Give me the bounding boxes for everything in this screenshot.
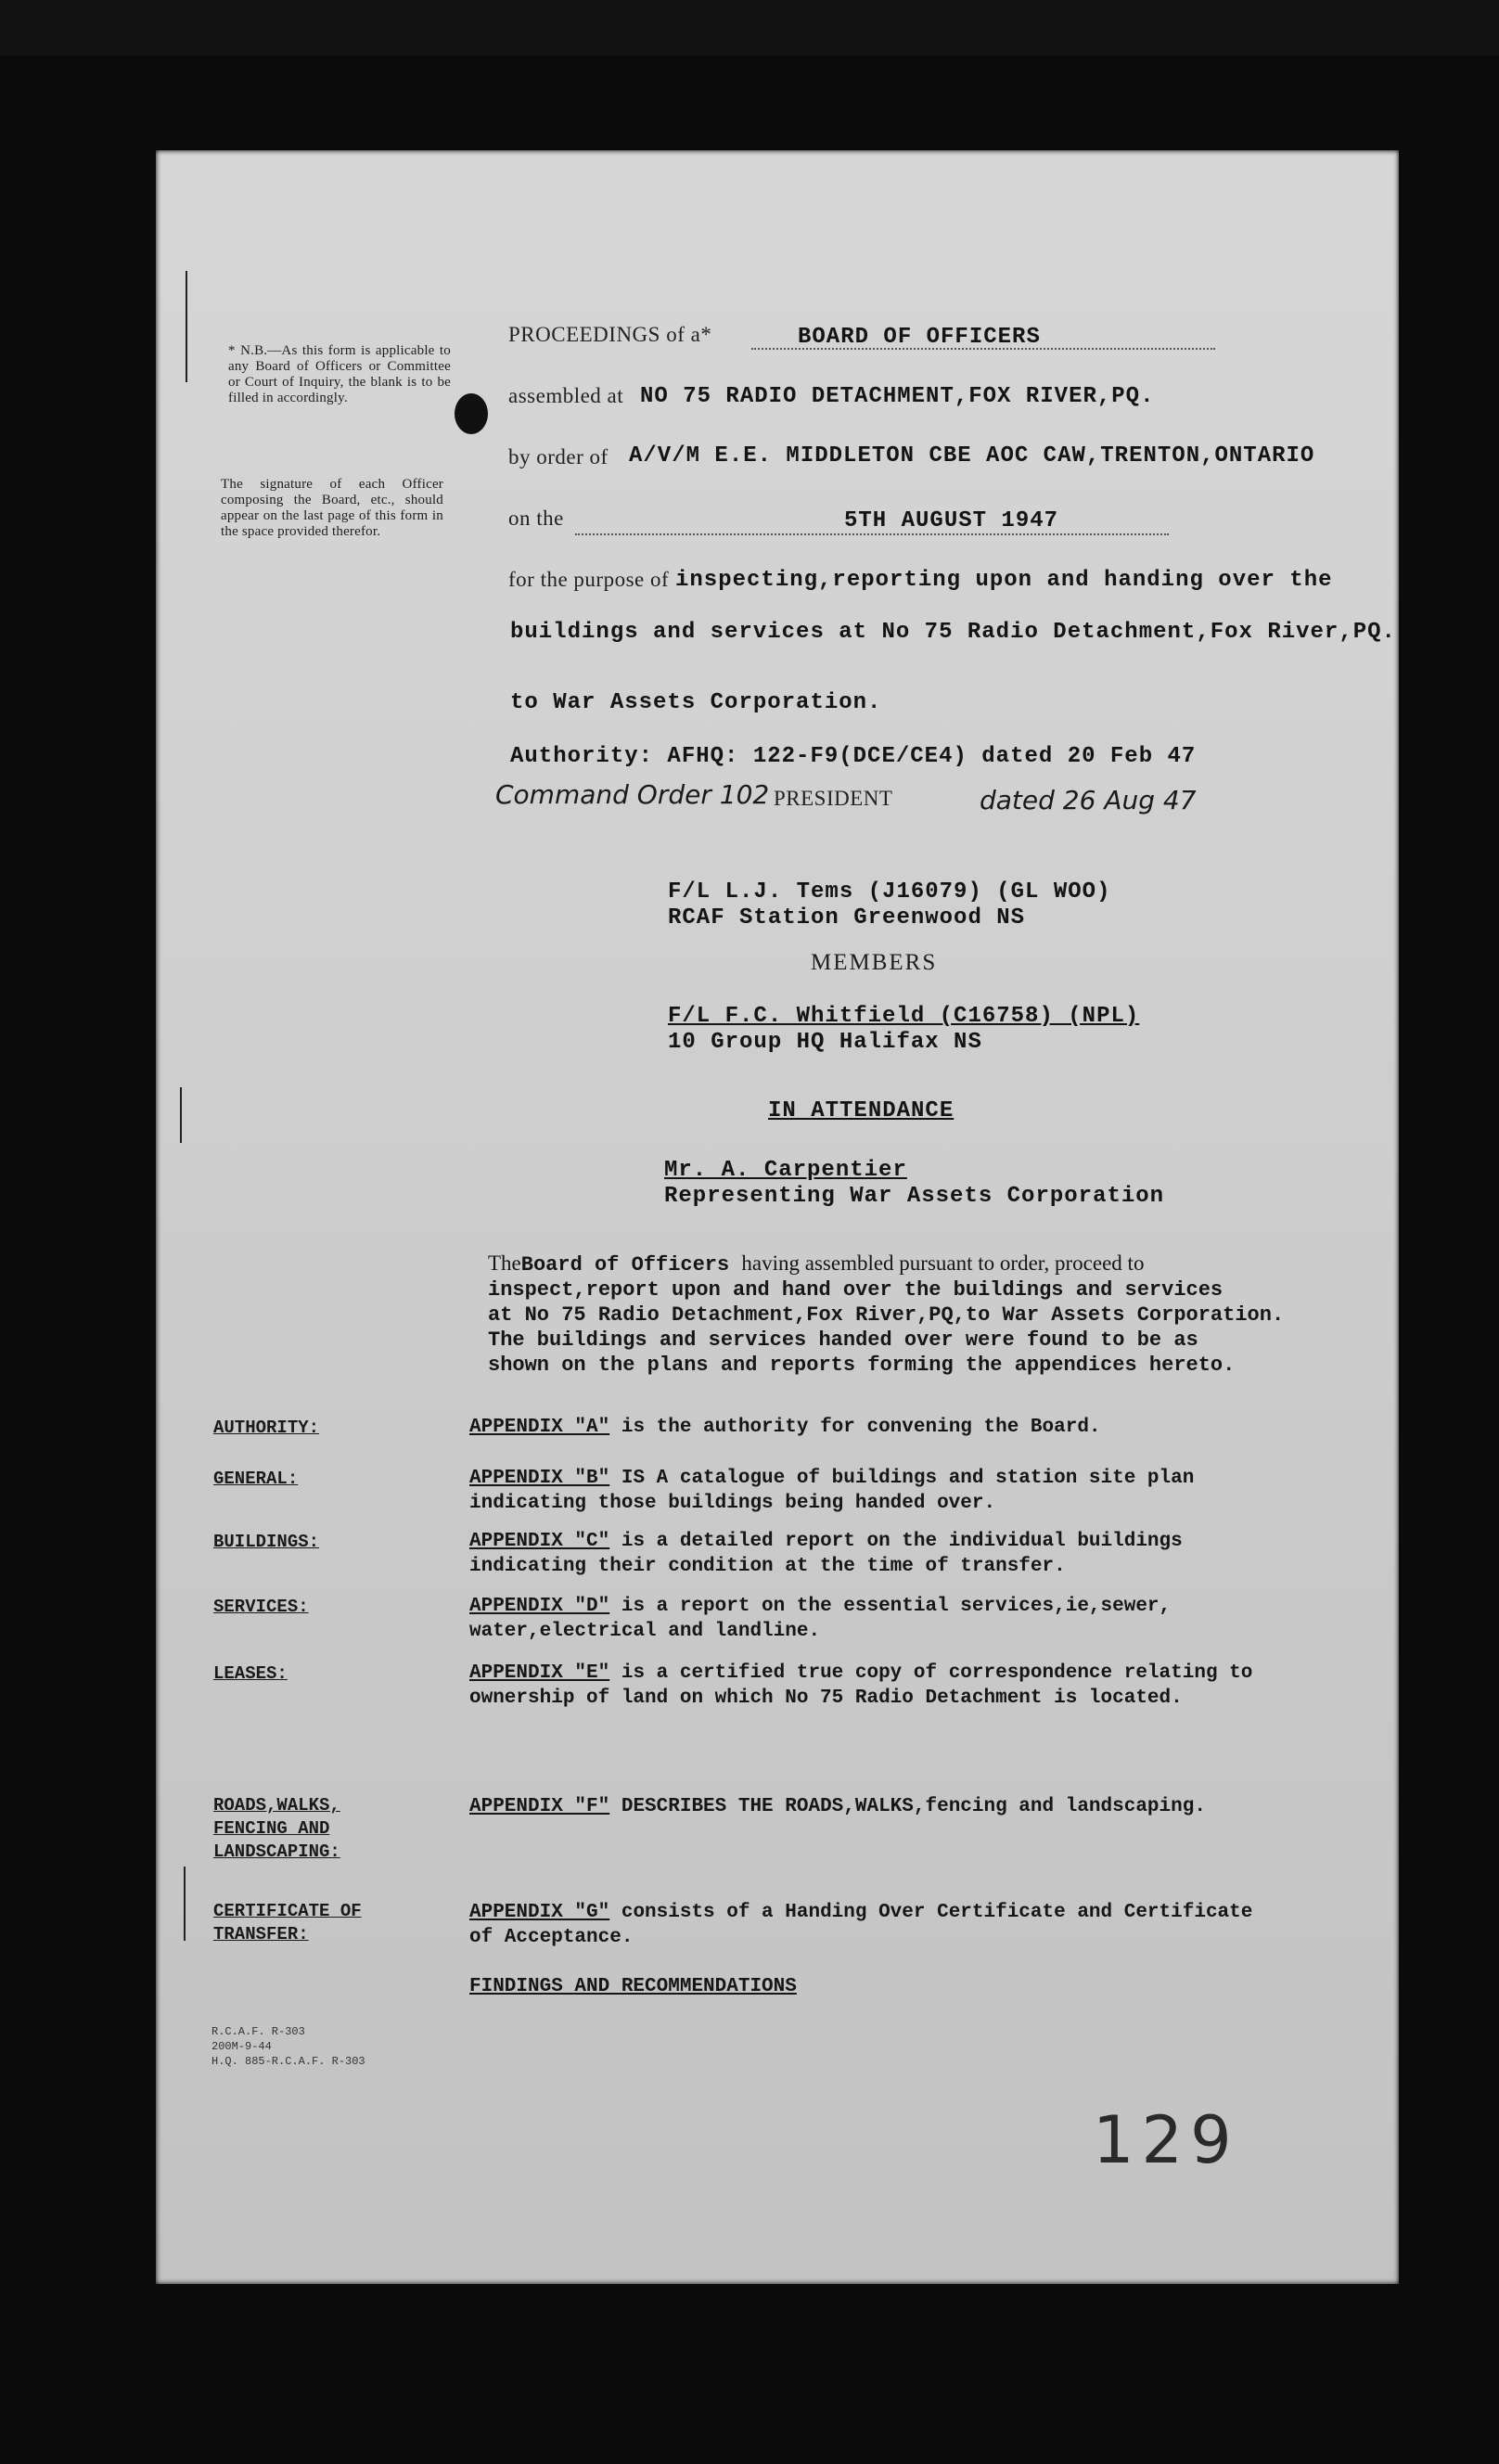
intro-line-2: inspect,report upon and hand over the buildings and services xyxy=(488,1278,1224,1302)
section-text-roads: APPENDIX "F" DESCRIBES THE ROADS,WALKS,fencing and landscaping. xyxy=(469,1796,1206,1817)
handwritten-page-number: 129 xyxy=(1093,2102,1239,2178)
sidenote-signature: The signature of each Officer composing the Board, etc., should appear on the last page of this form in the space provided therefor. xyxy=(221,477,443,539)
purpose-line-2: buildings and services at No 75 Radio Detachment,Fox River,PQ. xyxy=(510,620,1396,645)
section-label-general: GENERAL: xyxy=(213,1469,299,1489)
section-text-general: APPENDIX "B" IS A catalogue of buildings and station site plan indicating those buildings being handed over. xyxy=(469,1468,1195,1514)
order-value: A/V/M E.E. MIDDLETON CBE AOC CAW,TRENTON,ONTARIO xyxy=(629,443,1315,468)
order-label: by order of xyxy=(508,445,609,468)
proceedings-value: BOARD OF OFFICERS xyxy=(798,325,1041,350)
president-unit: RCAF Station Greenwood NS xyxy=(668,905,1026,930)
scan-frame xyxy=(0,0,1499,56)
intro-board: Board of Officers xyxy=(520,1253,730,1277)
handwritten-date: dated 26 Aug 47 xyxy=(980,785,1197,815)
attendance-heading: IN ATTENDANCE xyxy=(768,1098,954,1123)
section-text-transfer: APPENDIX "G" consists of a Handing Over Certificate and Certificate of Acceptance. xyxy=(469,1902,1253,1948)
intro-paragraph xyxy=(488,1251,1378,1378)
member-name: F/L F.C. Whitfield (C16758) (NPL) xyxy=(668,1004,1140,1029)
margin-mark xyxy=(184,1867,186,1941)
attendance-role: Representing War Assets Corporation xyxy=(664,1184,1165,1209)
sidenote-nb: * N.B.—As this form is applicable to any Board of Officers or Committee or Court of Inquiry, the blank is to be filled in accordingly. xyxy=(228,343,451,405)
on-value: 5TH AUGUST 1947 xyxy=(844,508,1059,533)
attendance-name: Mr. A. Carpentier xyxy=(664,1158,907,1183)
president-label: PRESIDENT xyxy=(774,787,893,810)
section-label-authority: AUTHORITY: xyxy=(213,1418,320,1438)
assembled-value: NO 75 RADIO DETACHMENT,FOX RIVER,PQ. xyxy=(640,384,1155,409)
purpose-label: for the purpose of xyxy=(508,568,670,591)
on-label: on the xyxy=(508,507,564,530)
purpose-line-1: inspecting,reporting upon and handing over the xyxy=(675,568,1333,593)
section-label-services: SERVICES: xyxy=(213,1597,309,1617)
proceedings-label: PROCEEDINGS of a* xyxy=(508,323,712,346)
members-heading: MEMBERS xyxy=(811,950,938,975)
intro-line-3: at No 75 Radio Detachment,Fox River,PQ,to War Assets Corporation. xyxy=(488,1303,1285,1327)
purpose-line-3: to War Assets Corporation. xyxy=(510,690,882,715)
form-number: R.C.A.F. R-303 200M-9-44 H.Q. 885-R.C.A.F. R-303 xyxy=(211,2025,365,2068)
intro-lead: The xyxy=(488,1251,521,1275)
document-page xyxy=(156,150,1399,2284)
intro-line-5: shown on the plans and reports forming the appendices hereto. xyxy=(488,1354,1236,1377)
section-label-leases: LEASES: xyxy=(213,1663,288,1684)
section-text-authority: APPENDIX "A" is the authority for convening the Board. xyxy=(469,1417,1101,1438)
section-text-leases: APPENDIX "E" is a certified true copy of correspondence relating to ownership of land on which No 75 Radio Detachment is located. xyxy=(469,1662,1253,1709)
margin-mark xyxy=(180,1087,182,1143)
intro-line-4: The buildings and services handed over were found to be as xyxy=(488,1328,1198,1352)
section-text-buildings: APPENDIX "C" is a detailed report on the individual buildings indicating their condition at the time of transfer. xyxy=(469,1531,1183,1577)
intro-line-1: having assembled pursuant to order, proceed to xyxy=(741,1251,1145,1275)
section-text-services: APPENDIX "D" is a report on the essential services,ie,sewer, water,electrical and landline. xyxy=(469,1596,1172,1642)
assembled-label: assembled at xyxy=(508,384,624,407)
section-label-buildings: BUILDINGS: xyxy=(213,1532,320,1552)
margin-mark xyxy=(186,271,187,382)
section-label-transfer: CERTIFICATE OF TRANSFER: xyxy=(213,1901,362,1944)
member-unit: 10 Group HQ Halifax NS xyxy=(668,1030,982,1055)
findings-heading: FINDINGS AND RECOMMENDATIONS xyxy=(469,1976,797,1997)
authority-line: Authority: AFHQ: 122-F9(DCE/CE4) dated 20 Feb 47 xyxy=(510,744,1197,769)
handwritten-command-order: Command Order 102 xyxy=(495,779,770,810)
punch-hole xyxy=(455,393,488,434)
president-name: F/L L.J. Tems (J16079) (GL WOO) xyxy=(668,879,1111,905)
section-label-roads: ROADS,WALKS, FENCING AND LANDSCAPING: xyxy=(213,1795,340,1862)
